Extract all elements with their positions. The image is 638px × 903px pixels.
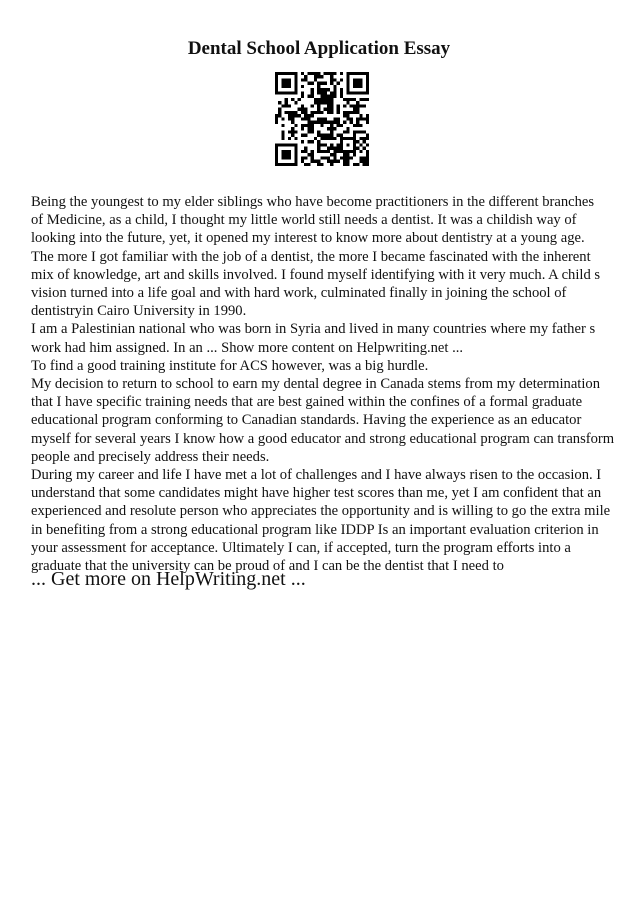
page-title: Dental School Application Essay [187, 38, 451, 59]
essay-line: Being the youngest to my elder siblings who have become practitioners in the different branches [31, 194, 595, 210]
essay-line: During my career and life I have met a lot of challenges and I have always risen to the occasion. I [31, 467, 602, 484]
essay-line: To find a good training institute for ACS however, was a big hurdle. [31, 357, 429, 374]
essay-body [31, 193, 613, 575]
essay-line: that I have specific training needs that are best gained within the confines of a formal graduate [31, 394, 583, 411]
essay-line: My decision to return to school to earn my dental degree in Canada stems from my determination [31, 376, 601, 393]
essay-line: vision turned into a life goal and with hard work, culminated finally in joining the school of [31, 285, 567, 302]
essay-line: of Medicine, as a child, I thought my little world still needs a dentist. It was a childish way of [31, 212, 577, 229]
essay-line: educational program conforming to Canadian standards. Having the experience as an educator [31, 412, 582, 429]
get-more-link[interactable]: ... Get more on HelpWriting.net ... [31, 568, 306, 590]
essay-line: looking into the future, yet, it opened my interest to know more about dentistry at a young age. [31, 230, 585, 247]
essay-line: people and precisely address their needs. [31, 448, 270, 465]
essay-line: graduate that the university can be proud of and I can be the dentist that I need to [31, 558, 504, 575]
essay-line: dentistryin Cairo University in 1990. [31, 303, 247, 320]
essay-line: I am a Palestinian national who was born in Syria and lived in many countries where my father s [31, 321, 596, 338]
essay-line: experienced and resolute person who appreciates the opportunity and is willing to go the extra mile [31, 503, 611, 520]
essay-line: myself for several years I know how a good educator and strong educational program can transform [31, 430, 615, 447]
qr-code-icon[interactable] [275, 72, 369, 166]
essay-line: mix of knowledge, art and skills involved. I found myself identifying with it very much. A child s [31, 266, 601, 283]
essay-line: your assessment for acceptance. Ultimately I can, if accepted, turn the program efforts into a [31, 539, 571, 556]
essay-line: in benefiting from a strong educational program like IDDP Is an important evaluation criterion in [31, 521, 599, 538]
essay-line: work had him assigned. In an ... Show more content on Helpwriting.net ... [31, 339, 464, 356]
essay-line: The more I got familiar with the job of a dentist, the more I became fascinated with the inherent [31, 248, 591, 265]
essay-line: understand that some candidates might have higher test scores than me, yet I am confident that an [31, 485, 602, 502]
